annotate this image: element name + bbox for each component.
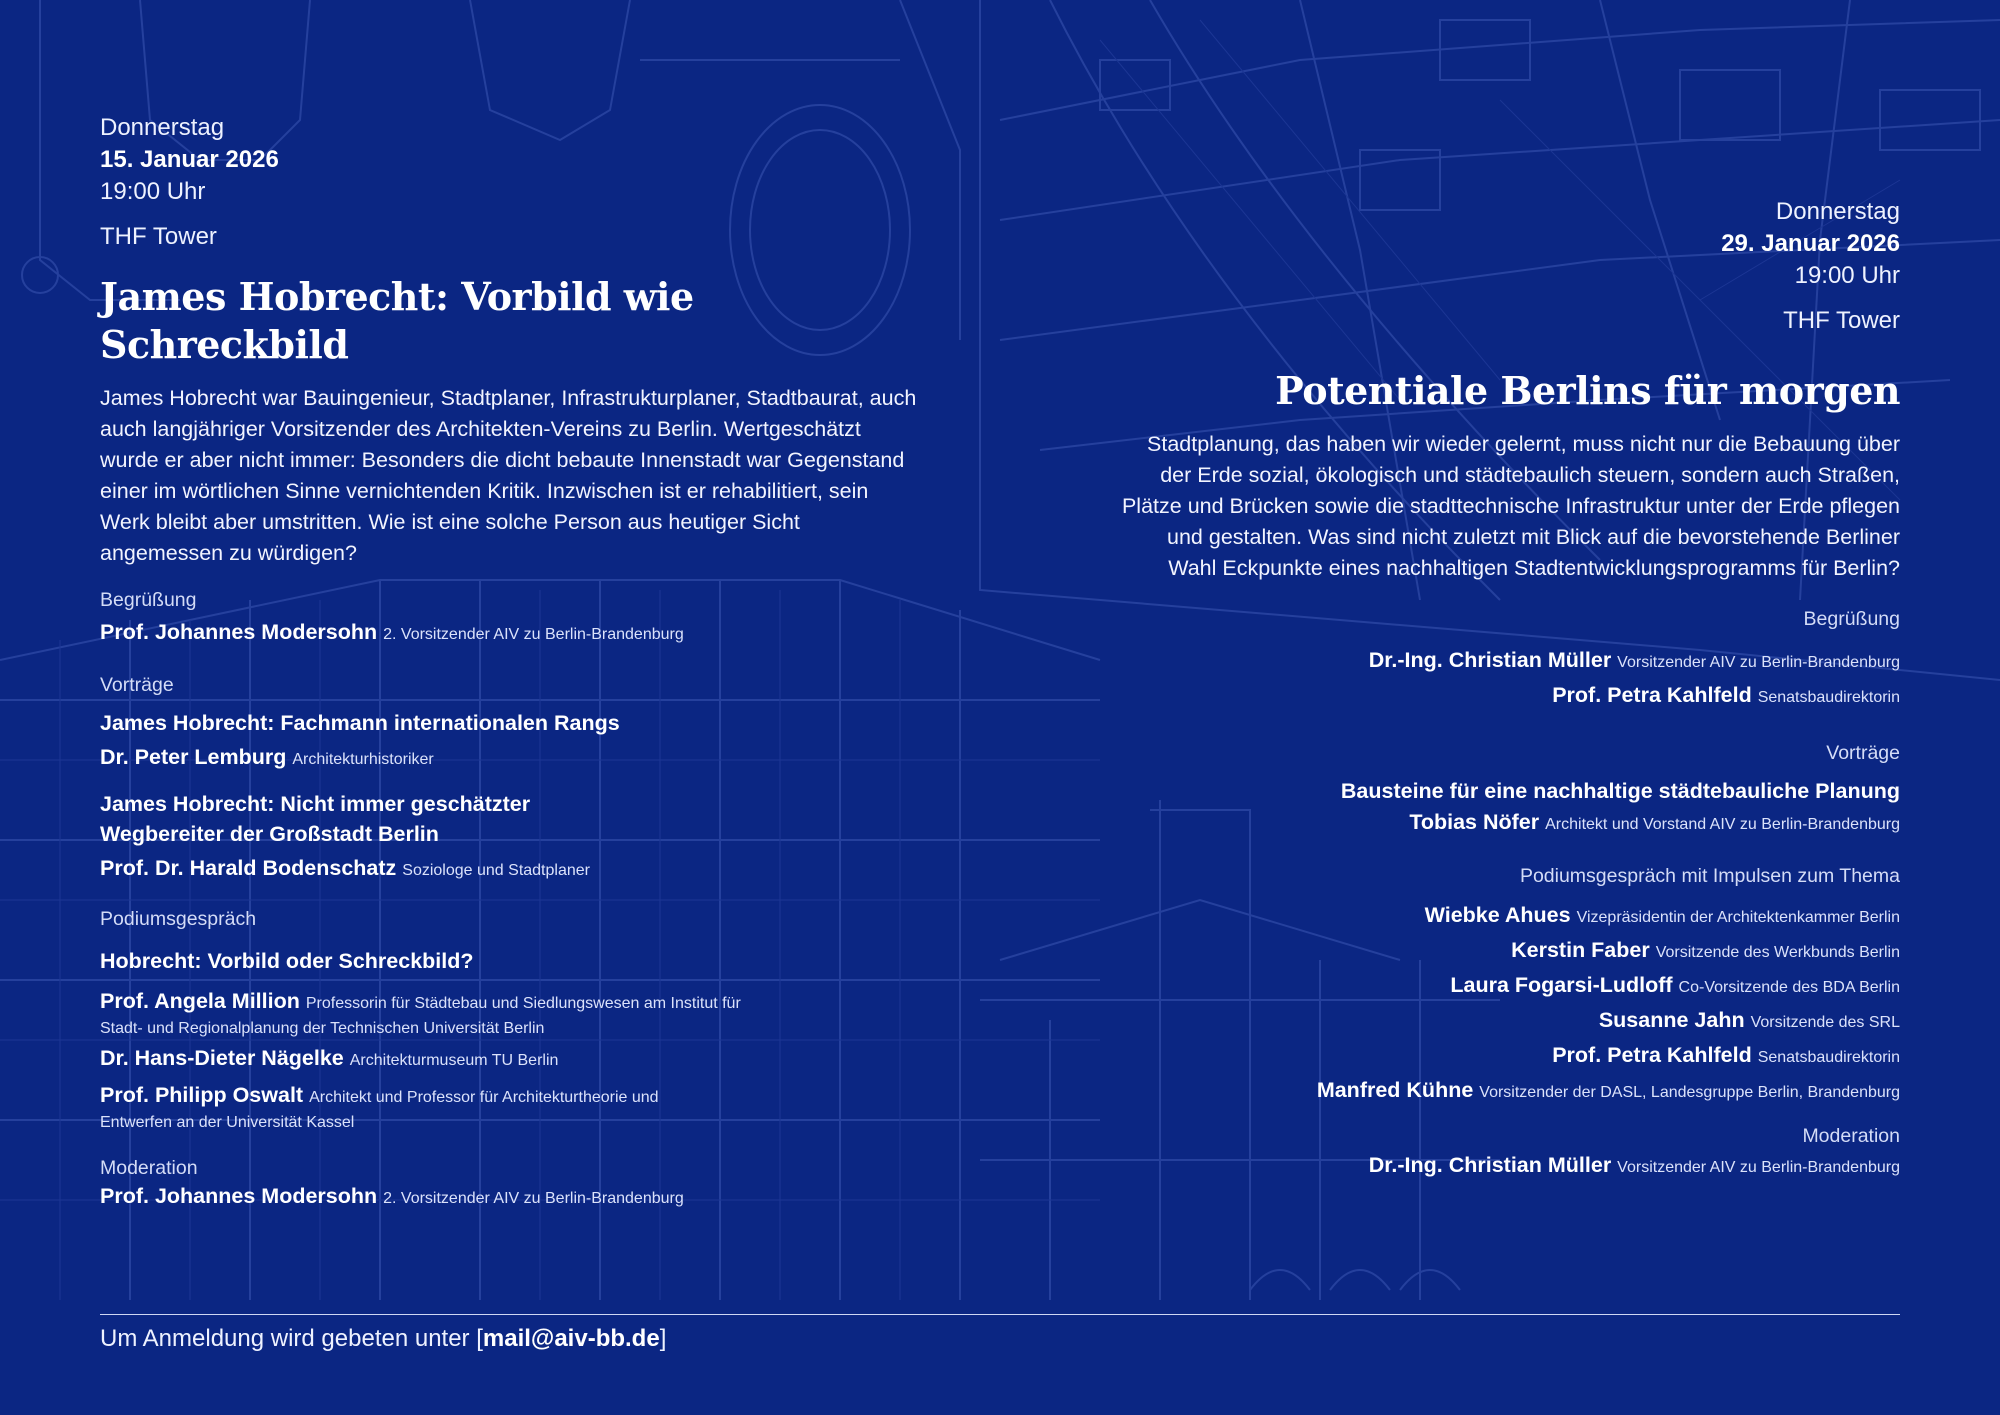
talks-heading: Vorträge (1826, 742, 1900, 764)
panel-person (1120, 1039, 1900, 1074)
panelist-role: Vizepräsidentin der Architektenkammer Berlin (1576, 909, 1900, 926)
event-title: Potentiale Berlins für morgen (1275, 368, 1900, 413)
panel-person (1120, 1074, 1900, 1109)
event-day: Donnerstag (100, 114, 225, 141)
panelist-name: Prof. Petra Kahlfeld (1552, 1043, 1752, 1067)
event-venue: THF Tower (1783, 307, 1900, 334)
speaker-name: Prof. Dr. Harald Bodenschatz (100, 856, 397, 880)
moderator (100, 1181, 920, 1214)
moderator-name: Prof. Johannes Modersohn (100, 1184, 378, 1208)
panel-title: Hobrecht: Vorbild oder Schreckbild? (100, 949, 474, 973)
panelist-name: Prof. Philipp Oswalt (100, 1083, 304, 1107)
moderator-name: Dr.-Ing. Christian Müller (1368, 1153, 1612, 1177)
event-date: 29. Januar 2026 (1721, 230, 1900, 257)
panelist-role: Professorin für Städtebau und Siedlungswesen am Institut für (305, 995, 741, 1012)
panel-list (1120, 899, 1900, 1109)
speaker-name: Dr. Peter Lemburg (100, 745, 287, 769)
speaker-name: Prof. Johannes Modersohn (100, 620, 378, 644)
panel-person (1120, 969, 1900, 1004)
panelist-role: Vorsitzender der DASL, Landesgruppe Berlin, Brandenburg (1479, 1084, 1900, 1101)
greeting-heading: Begrüßung (1803, 608, 1900, 630)
greeting-speaker (1120, 644, 1900, 679)
bracket-open: [ (476, 1325, 483, 1352)
talk-title-line: James Hobrecht: Nicht immer geschätzter (100, 792, 531, 816)
bracket-close: ] (659, 1325, 667, 1352)
speaker-role: Architekturhistoriker (292, 751, 434, 768)
registration-note (100, 1323, 666, 1355)
moderation-heading: Moderation (1802, 1125, 1900, 1147)
speaker-name: Tobias Nöfer (1409, 810, 1540, 834)
panelist-role: Architekt und Professor für Architekturtheorie und (309, 1089, 659, 1106)
panelist-name: Kerstin Faber (1511, 938, 1650, 962)
event-right (1120, 196, 1900, 1184)
event-time: 19:00 Uhr (100, 178, 206, 205)
registration-text: Um Anmeldung wird gebeten unter (100, 1325, 470, 1352)
panel-person (1120, 1004, 1900, 1039)
talk-speaker (1120, 806, 1900, 841)
talk-speaker (100, 853, 920, 886)
panelist-role: Architekturmuseum TU Berlin (349, 1052, 559, 1069)
email-link[interactable]: mail@aiv-bb.de (482, 1325, 660, 1352)
panel-heading: Podiumsgespräch (100, 908, 257, 930)
panelist-name: Wiebke Ahues (1424, 903, 1571, 927)
panelist-role-line2: Entwerfen an der Universität Kassel (100, 1114, 355, 1131)
speaker-name: Dr.-Ing. Christian Müller (1368, 648, 1612, 672)
greeting-heading: Begrüßung (100, 589, 197, 611)
panelist-role: Vorsitzende des Werkbunds Berlin (1655, 944, 1900, 961)
panelist-name: Laura Fogarsi-Ludloff (1450, 973, 1673, 997)
event-left (100, 112, 920, 1214)
event-venue: THF Tower (100, 223, 217, 250)
moderator-role: 2. Vorsitzender AIV zu Berlin-Brandenburg (383, 1190, 684, 1207)
event-description: Stadtplanung, das haben wir wieder gelernt, muss nicht nur die Bebauung über der Erde sozial, ökologisch und städtebaulich steuern, sondern auch Straßen, Plätze und Brücken sowie die stadttechnische Infrastruktur unter der Erde pflegen und gestalten. Was sind nicht zuletzt mit Blick auf die bevorstehende Berliner Wahl Eckpunkte eines nachhaltigen Stadtentwicklungsprogramms für Berlin? (1121, 432, 1900, 580)
event-time: 19:00 Uhr (1794, 262, 1900, 289)
talk-title: James Hobrecht: Fachmann internationalen Rangs (100, 711, 620, 735)
talk-speaker (100, 742, 920, 775)
speaker-role: 2. Vorsitzender AIV zu Berlin-Brandenburg (383, 626, 684, 643)
event-date: 15. Januar 2026 (100, 146, 279, 173)
greeting-speaker (1120, 679, 1900, 714)
event-title: James Hobrecht: Vorbild wie Schreckbild (100, 274, 694, 367)
panelist-role: Senatsbaudirektorin (1757, 1049, 1900, 1066)
panel-person (100, 986, 920, 1039)
talk-title-line: Wegbereiter der Großstadt Berlin (100, 822, 439, 846)
moderation-heading: Moderation (100, 1157, 198, 1179)
panelist-role-line2: Stadt- und Regionalplanung der Technischen Universität Berlin (100, 1020, 545, 1037)
event-description: James Hobrecht war Bauingenieur, Stadtplaner, Infrastrukturplaner, Stadtbaurat, auch auch langjähriger Vorsitzender des Architekten-Vereins zu Berlin. Wertgeschätzt wurde er aber nicht immer: Besonders die dicht bebaute Innenstadt war Gegenstand einer im wörtlichen Sinne vernichtenden Kritik. Inzwischen ist er rehabilitiert, sein Werk bleibt aber umstritten. Wie ist eine solche Person aus heutiger Sicht angemessen zu würdigen? (100, 386, 917, 565)
greeting-list (1120, 644, 1900, 714)
panelist-name: Dr. Hans-Dieter Nägelke (100, 1046, 344, 1070)
greeting-speaker (100, 617, 920, 650)
panelist-role: Co-Vorsitzende des BDA Berlin (1678, 979, 1900, 996)
talks-heading: Vorträge (100, 674, 174, 696)
speaker-role: Senatsbaudirektorin (1757, 689, 1900, 706)
panel-person (1120, 899, 1900, 934)
moderator (1120, 1149, 1900, 1184)
panelist-role: Vorsitzende des SRL (1750, 1014, 1900, 1031)
panelist-name: Susanne Jahn (1598, 1008, 1745, 1032)
speaker-role: Architekt und Vorstand AIV zu Berlin-Brandenburg (1545, 816, 1900, 833)
speaker-role: Vorsitzender AIV zu Berlin-Brandenburg (1617, 654, 1900, 671)
panel-person (100, 1080, 920, 1133)
panel-person (1120, 934, 1900, 969)
panel-person (100, 1043, 920, 1076)
speaker-role: Soziologe und Stadtplaner (402, 862, 590, 879)
talk-title (100, 789, 920, 849)
panelist-name: Prof. Angela Million (100, 989, 300, 1013)
moderator-role: Vorsitzender AIV zu Berlin-Brandenburg (1617, 1159, 1900, 1176)
event-day: Donnerstag (1775, 198, 1900, 225)
panel-heading: Podiumsgespräch mit Impulsen zum Thema (1519, 865, 1900, 887)
talk-title: Bausteine für eine nachhaltige städtebauliche Planung (1340, 779, 1900, 803)
footer-divider (100, 1314, 1900, 1315)
panelist-name: Manfred Kühne (1316, 1078, 1474, 1102)
speaker-name: Prof. Petra Kahlfeld (1552, 683, 1752, 707)
